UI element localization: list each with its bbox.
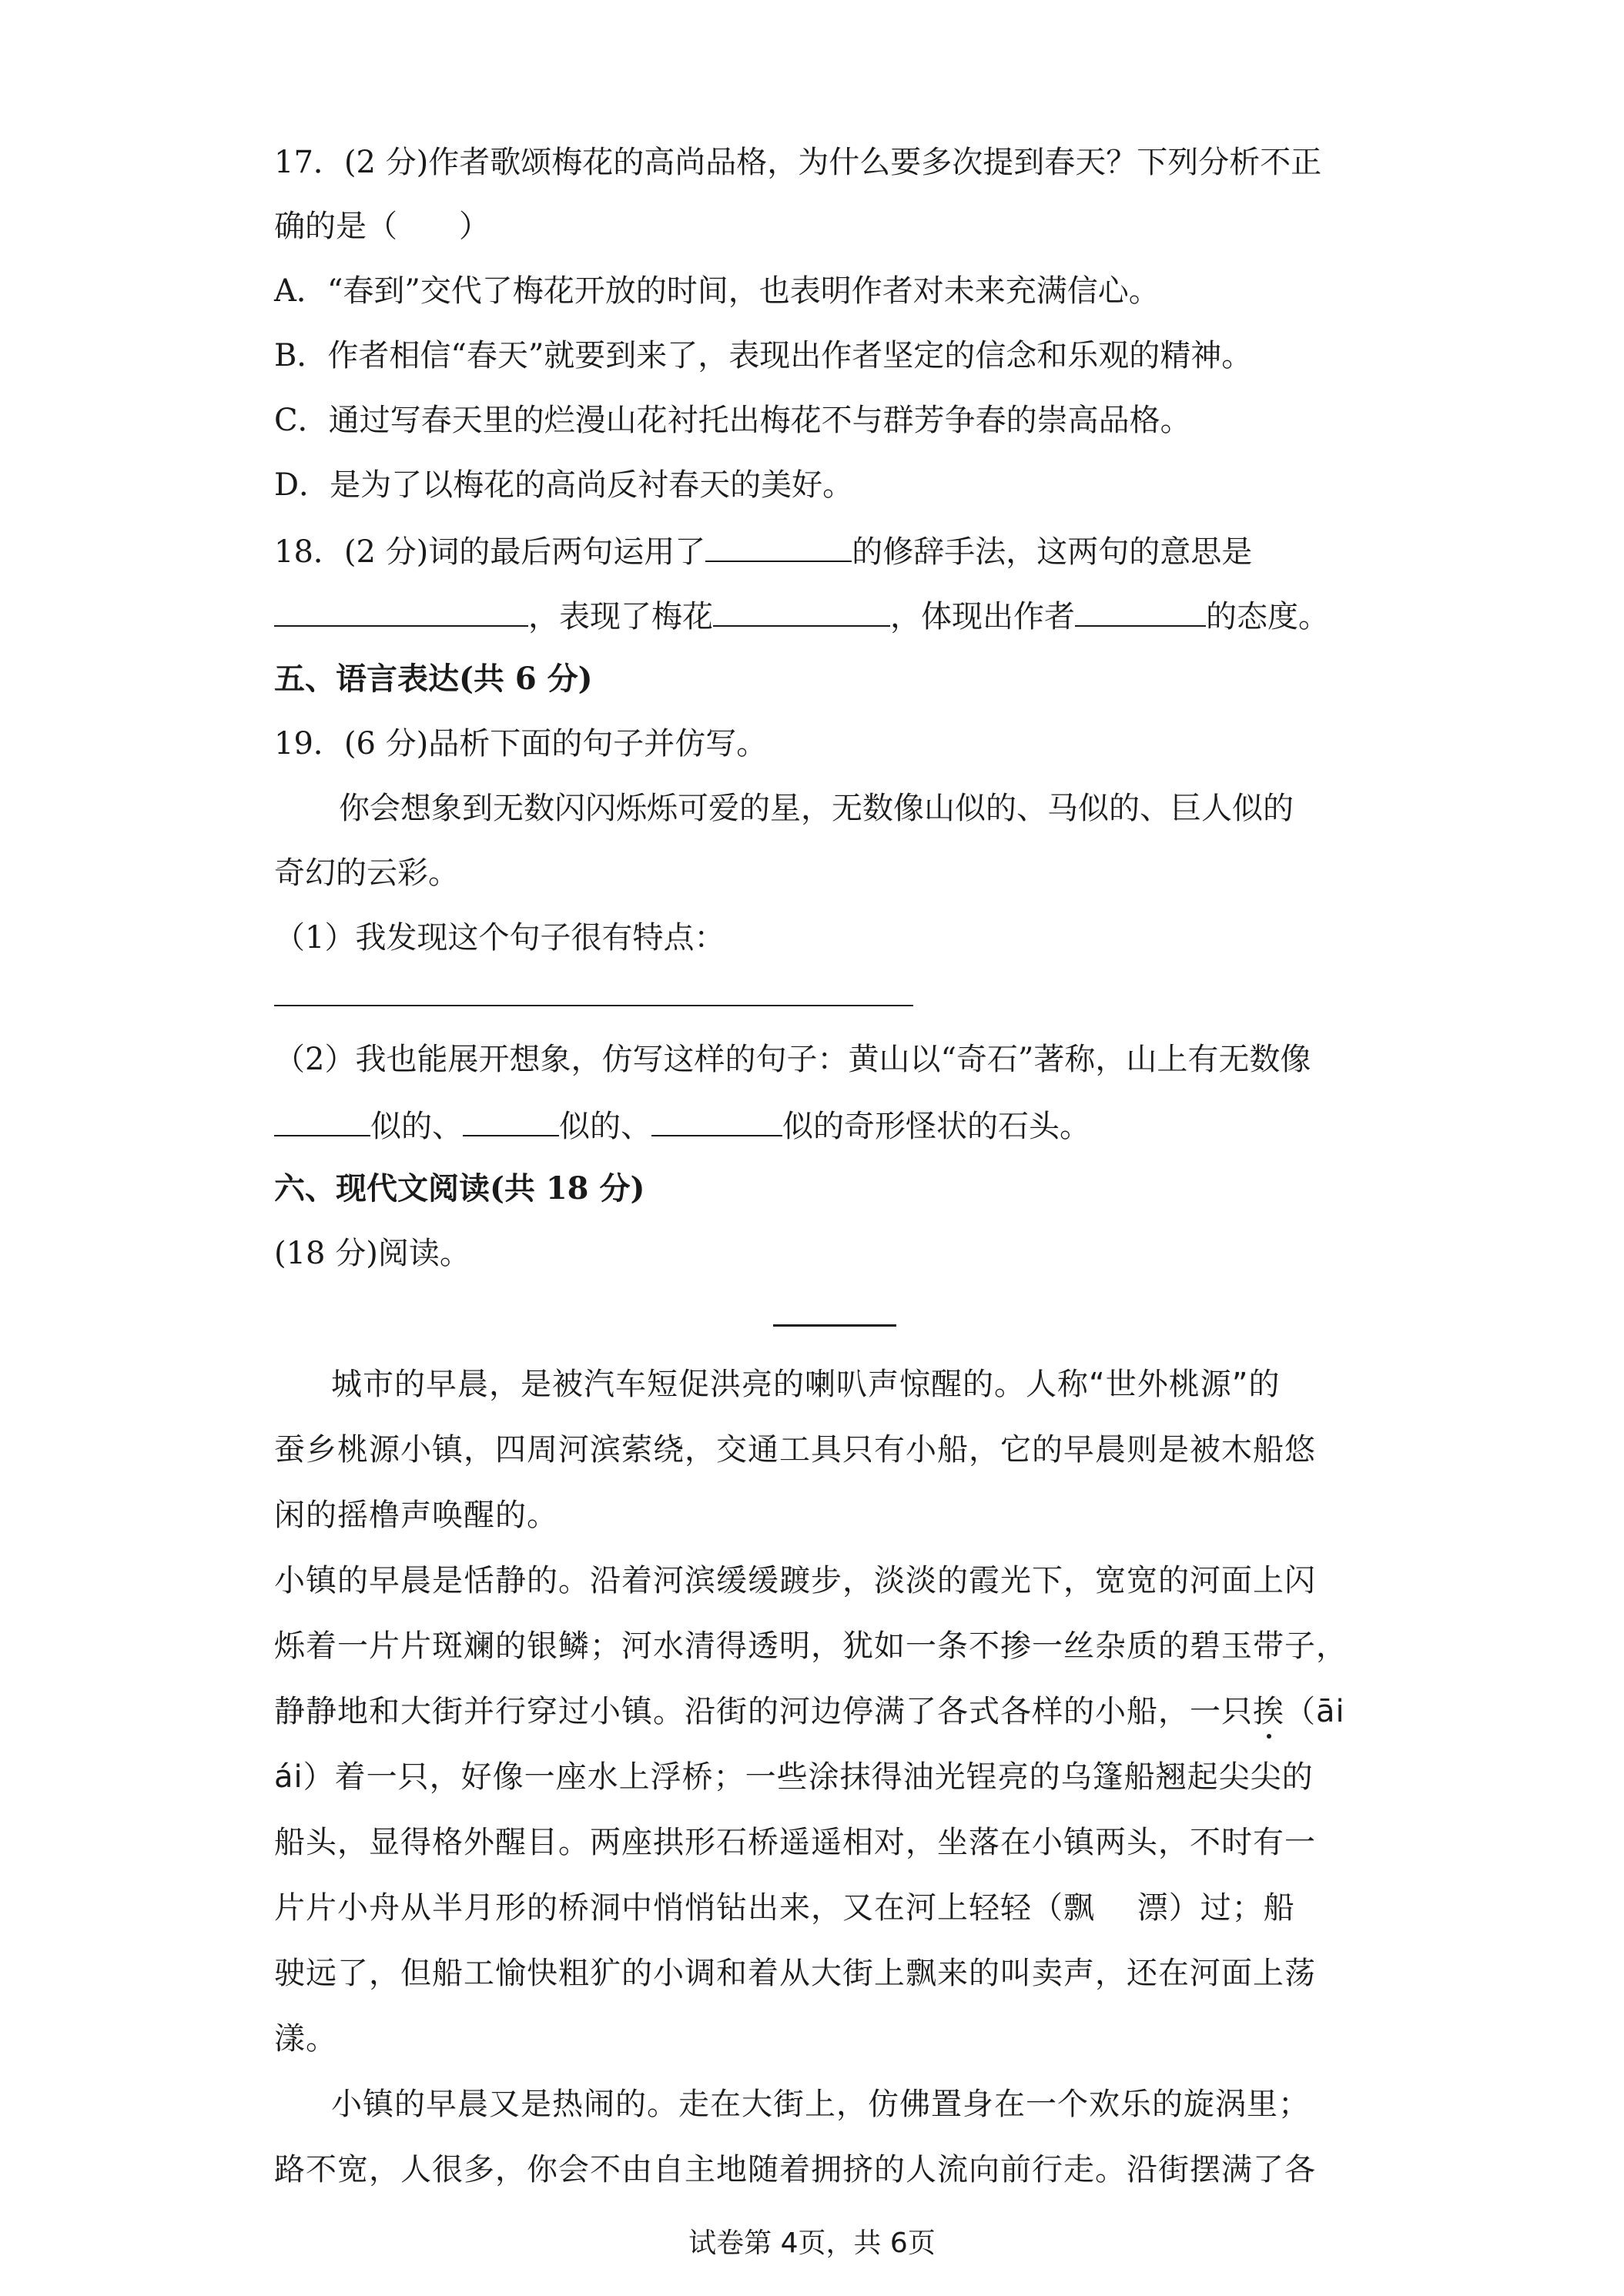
q19-blank-2[interactable]	[463, 1104, 559, 1136]
passage-p1-line1: 城市的早晨，是被汽车短促洪亮的喇叭声惊醒的。人称“世外桃源”的	[331, 1367, 1281, 1402]
q18-line2	[274, 594, 1358, 637]
q17-stem-line2: 确的是（ ）	[274, 209, 490, 244]
q19-sub2-line2	[274, 1104, 1358, 1146]
passage-title-blank[interactable]	[773, 1324, 896, 1327]
passage-p3-line1: 小镇的早晨又是热闹的。走在大街上，仿佛置身在一个欢乐的旋涡里；	[331, 2087, 1310, 2122]
passage-p2-line5: 船头，显得格外醒目。两座拱形石桥遥遥相对，坐落在小镇两头，不时有一	[274, 1825, 1316, 1860]
passage-p2-line8: 漾。	[274, 2021, 337, 2057]
page-footer: 试卷第 4页，共 6页	[688, 2227, 936, 2259]
q18-text-5: 的态度。	[1206, 599, 1329, 634]
q19-sub1: （1）我发现这个句子很有特点：	[274, 920, 725, 956]
q18-blank-plum[interactable]	[713, 594, 890, 627]
q18-blank-rhetoric[interactable]	[705, 530, 852, 562]
q19-blank-1[interactable]	[274, 1104, 370, 1136]
q18-text-2: 的修辞手法，这两句的意思是	[852, 534, 1253, 570]
q19-blank-3[interactable]	[651, 1104, 782, 1136]
q19-text-3: 似的奇形怪状的石头。	[782, 1109, 1090, 1144]
section5-heading: 五、语言表达(共 6 分)	[274, 661, 593, 697]
passage-p2-line3	[274, 1692, 1358, 1732]
q17-option-b: B．作者相信“春天”就要到来了，表现出作者坚定的信念和乐观的精神。	[274, 338, 1253, 373]
q19-quote-line1: 你会想象到无数闪闪烁烁可爱的星，无数像山似的、马似的、巨人似的	[339, 791, 1294, 826]
passage-text: 静静地和大街并行穿过小镇。沿街的河边停满了各式各样的小船，一只	[274, 1694, 1253, 1729]
q17-option-c: C．通过写春天里的烂漫山花衬托出梅花不与群芳争春的崇高品格。	[274, 403, 1191, 438]
q19-text-1: 似的、	[370, 1109, 463, 1144]
q18-text-3: ，表现了梅花	[528, 599, 713, 634]
q18-blank-meaning[interactable]	[274, 594, 528, 627]
q17-option-a: A．“春到”交代了梅花开放的时间，也表明作者对未来充满信心。	[274, 273, 1160, 309]
passage-p1-line2: 蚕乡桃源小镇，四周河滨萦绕，交通工具只有小船，它的早晨则是被木船悠	[274, 1432, 1316, 1468]
passage-p3-line2: 路不宽，人很多，你会不由自主地随着拥挤的人流向前行走。沿街摆满了各	[274, 2152, 1316, 2187]
passage-p2-line2: 烁着一片片斑斓的银鳞；河水清得透明，犹如一条不掺一丝杂质的碧玉带子，	[274, 1628, 1348, 1664]
passage-p2-line6: 片片小舟从半月形的桥洞中悄悄钻出来，又在河上轻轻（飘 漂）过；船	[274, 1890, 1295, 1926]
q17-stem-line1: 17．(2 分)作者歌颂梅花的高尚品格，为什么要多次提到春天？下列分析不正	[274, 145, 1322, 180]
passage-p1-line3: 闲的摇橹声唤醒的。	[274, 1498, 558, 1533]
q18-line1	[274, 530, 1358, 572]
q17-option-d: D．是为了以梅花的高尚反衬春天的美好。	[274, 467, 854, 503]
passage-p2-line7: 驶远了，但船工愉快粗犷的小调和着从大街上飘来的叫卖声，还在河面上荡	[274, 1956, 1316, 1991]
passage-p2-line4: ái）着一只，好像一座水上浮桥；一些涂抹得油光锃亮的乌篷船翘起尖尖的	[274, 1759, 1314, 1795]
section6-heading: 六、现代文阅读(共 18 分)	[274, 1170, 645, 1207]
q19-stem: 19．(6 分)品析下面的句子并仿写。	[274, 726, 768, 761]
q19-sub1-answer-line[interactable]	[274, 1005, 913, 1006]
reading-intro: (18 分)阅读。	[274, 1236, 470, 1271]
q19-sub2-line1: （2）我也能展开想象，仿写这样的句子：黄山以“奇石”著称，山上有无数像	[274, 1042, 1311, 1077]
q19-text-2: 似的、	[559, 1109, 651, 1144]
dotted-char: 挨	[1253, 1694, 1284, 1729]
q18-text-4: ，体现出作者	[890, 599, 1075, 634]
q19-quote-line2: 奇幻的云彩。	[274, 855, 459, 891]
q18-text-1: 18．(2 分)词的最后两句运用了	[274, 534, 706, 570]
passage-p2-line1: 小镇的早晨是恬静的。沿着河滨缓缓踱步，淡淡的霞光下，宽宽的河面上闪	[274, 1563, 1316, 1598]
q18-blank-attitude[interactable]	[1075, 594, 1206, 627]
pinyin-options: （āi	[1284, 1694, 1345, 1729]
